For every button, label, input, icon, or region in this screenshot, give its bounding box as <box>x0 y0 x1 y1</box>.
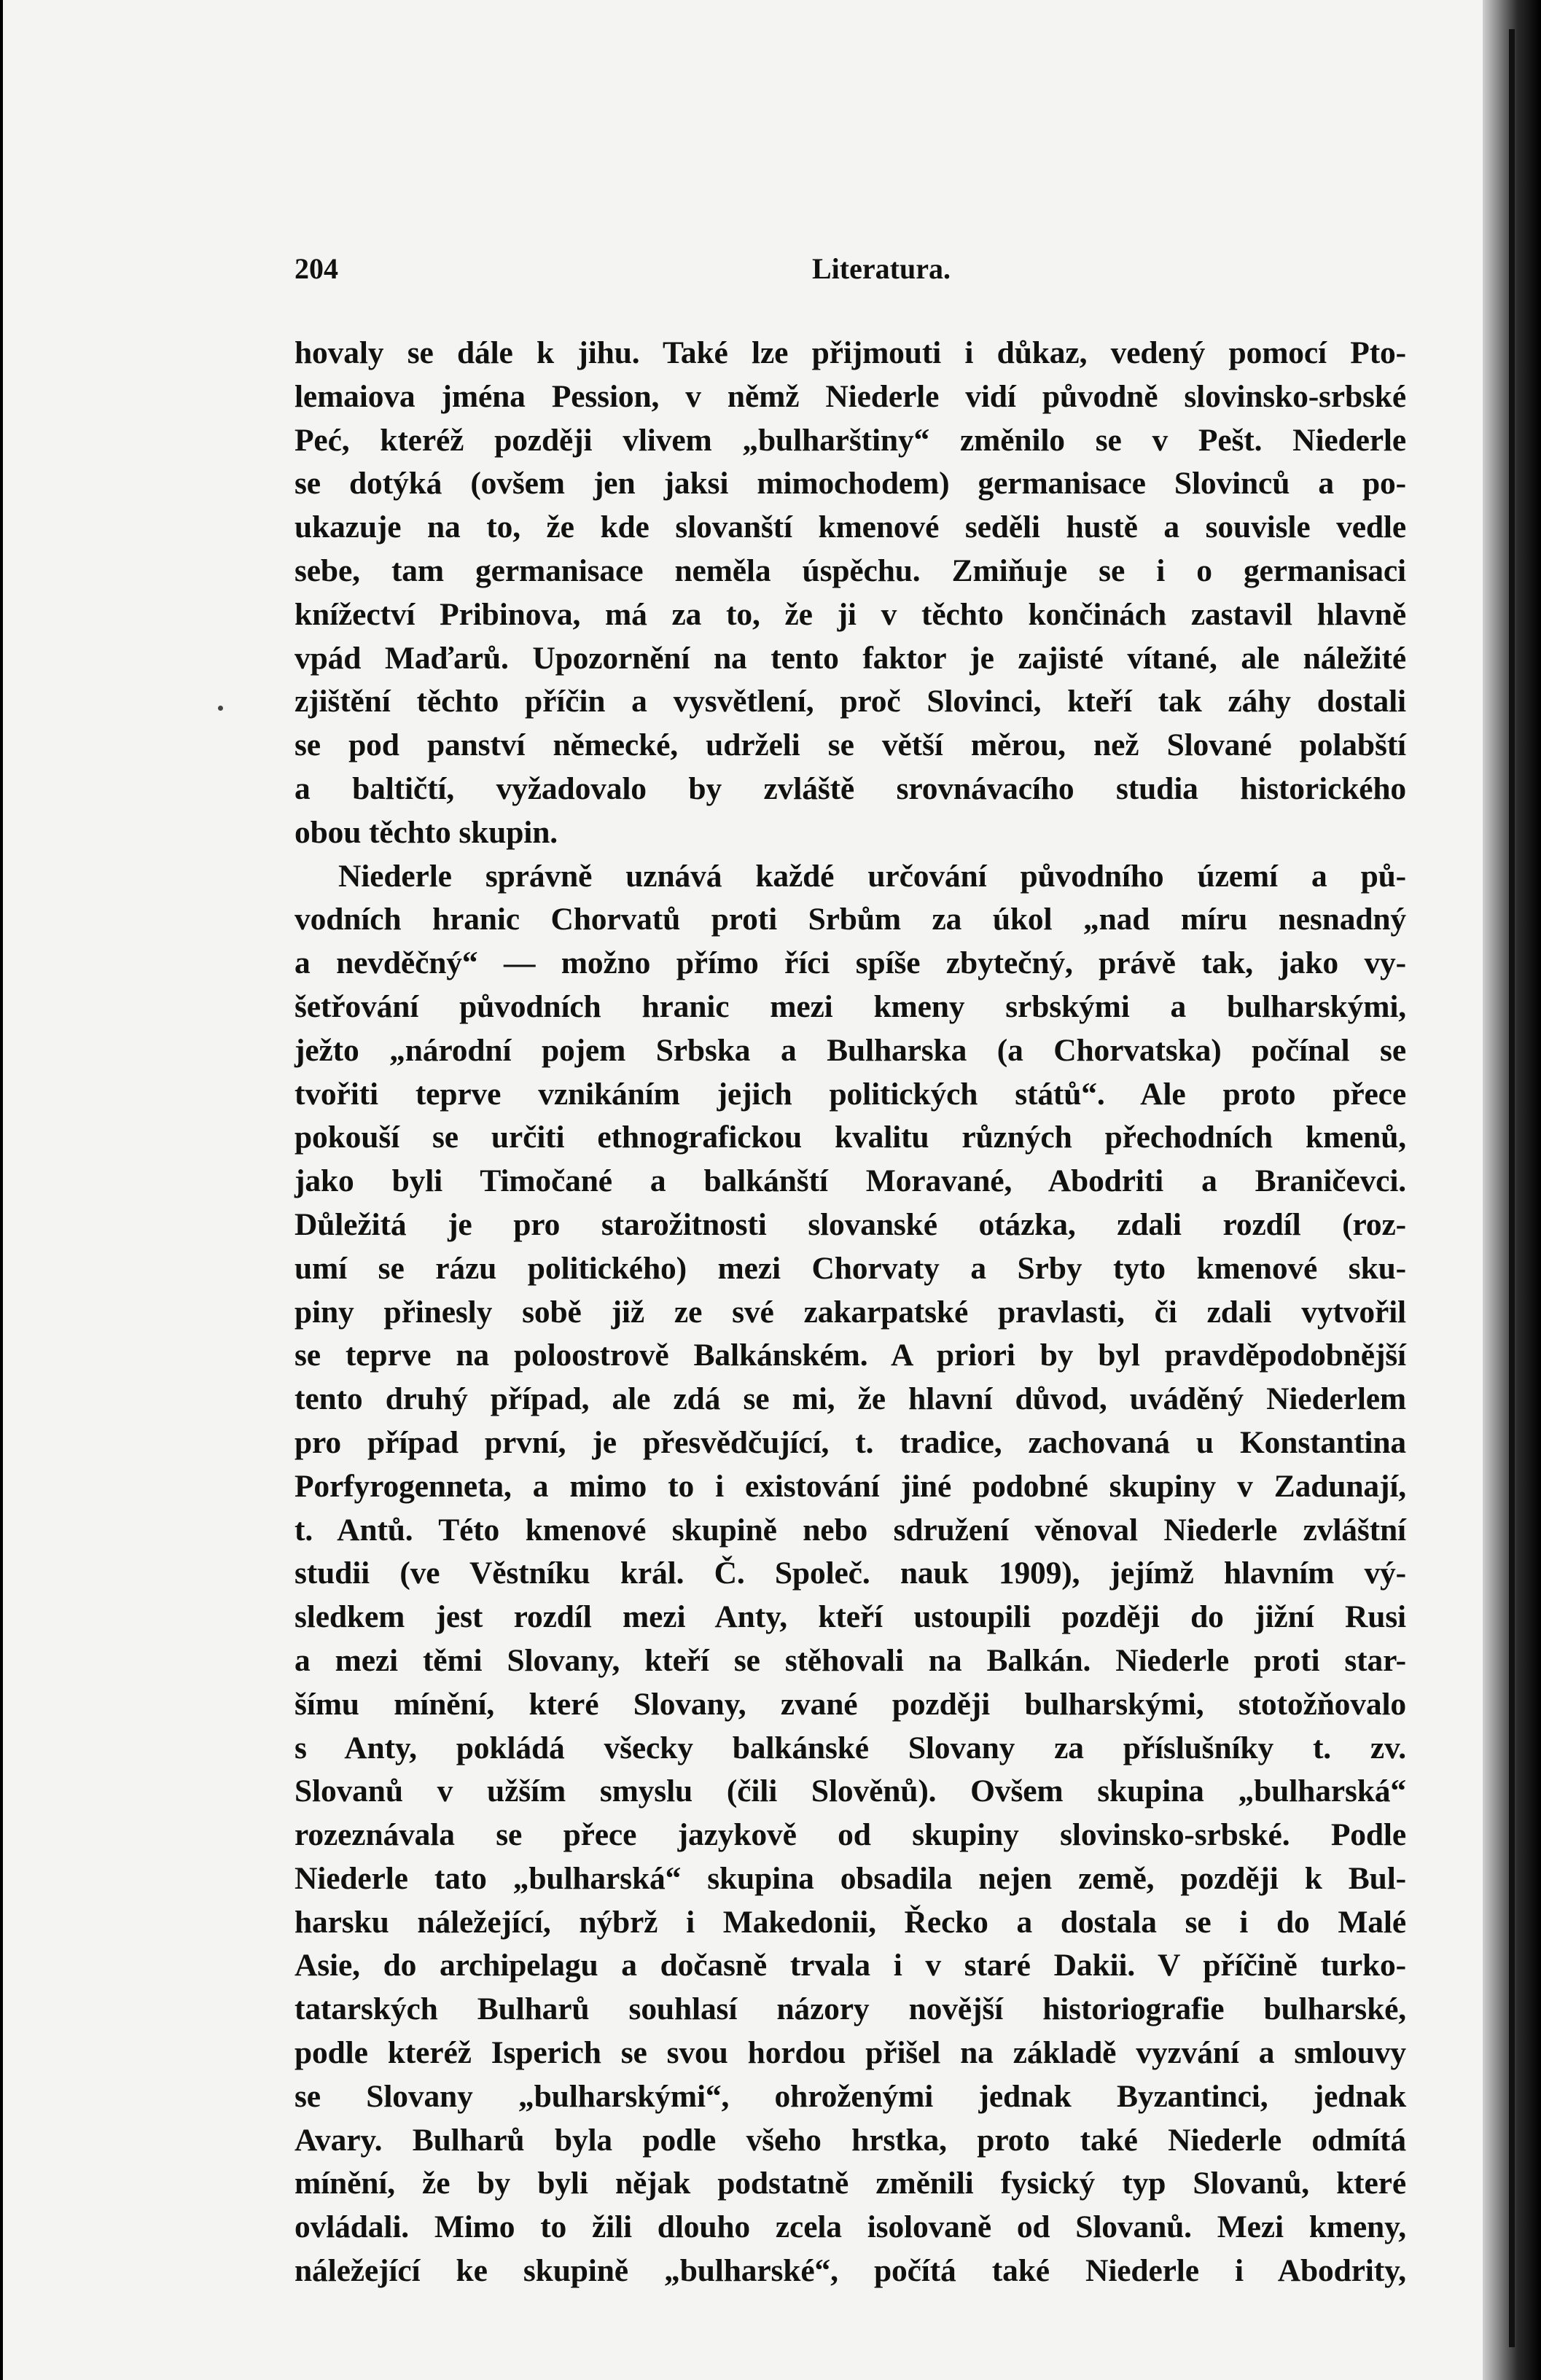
text-line: hovaly se dále k jihu. Také lze přijmouti i důkaz, vedený pomocí Pto- <box>294 335 1406 370</box>
text-line: zjištění těchto příčin a vysvětlení, proč Slovinci, kteří tak záhy dostali <box>294 684 1406 719</box>
scan-edge-bar <box>1509 29 1515 2347</box>
text-line: s Anty, pokládá všecky balkánské Slovany za příslušníky t. zv. <box>294 1730 1406 1766</box>
text-line: se pod panství německé, udrželi se větší měrou, než Slované polabští <box>294 727 1406 763</box>
text-line: piny přinesly sobě již ze své zakarpatské pravlasti, či zdali vytvořil <box>294 1294 1406 1330</box>
text-line: pokouší se určiti ethnografickou kvalitu různých přechodních kmenů, <box>294 1120 1406 1155</box>
text-line: Asie, do archipelagu a dočasně trvala i v staré Dakii. V příčině turko- <box>294 1948 1406 1983</box>
text-line: harsku náležející, nýbrž i Makedonii, Řecko a dostala se i do Malé <box>294 1904 1406 1940</box>
text-line: ovládali. Mimo to žili dlouho zcela isolovaně od Slovanů. Mezi kmeny, <box>294 2209 1406 2245</box>
text-line: tento druhý případ, ale zdá se mi, že hlavní důvod, uváděný Niederlem <box>294 1381 1406 1417</box>
text-line: pro případ první, je přesvědčující, t. tradice, zachovaná u Konstantina <box>294 1424 1406 1460</box>
text-line: a nevděčný“ — možno přímo říci spíše zbytečný, právě tak, jako vy- <box>294 945 1406 981</box>
text-line: tvořiti teprve vznikáním jejich politických států“. Ale proto přece <box>294 1076 1406 1112</box>
text-line: Důležitá je pro starožitnosti slovanské otázka, zdali rozdíl (roz- <box>294 1206 1406 1242</box>
text-line: Peć, kteréž později vlivem „bulharštiny“ změnilo se v Pešt. Niederle <box>294 422 1406 458</box>
page-number: 204 <box>294 252 338 285</box>
text-line: Slovanů v užším smyslu (čili Slověnů). Ovšem skupina „bulharská“ <box>294 1774 1406 1809</box>
text-line: a baltičtí, vyžadovalo by zvláště srovnávacího studia historického <box>294 770 1406 806</box>
text-line: Porfyrogenneta, a mimo to i existování jiné podobné skupiny v Zadunají, <box>294 1468 1406 1504</box>
paragraph-start-line: Niederle správně uznává každé určování původního území a pů- <box>338 858 1406 894</box>
text-line: sebe, tam germanisace neměla úspěchu. Zmiňuje se i o germanisaci <box>294 553 1406 588</box>
book-page <box>3 0 1483 2380</box>
paragraph-end-line: obou těchto skupin. <box>294 814 558 850</box>
text-line: mínění, že by byli nějak podstatně změnili fysický typ Slovanů, které <box>294 2166 1406 2201</box>
text-line: vodních hranic Chorvatů proti Srbům za úkol „nad míru nesnadný <box>294 902 1406 937</box>
text-line: t. Antů. Této kmenové skupině nebo sdružení věnoval Niederle zvláštní <box>294 1512 1406 1548</box>
text-line: a mezi těmi Slovany, kteří se stěhovali na Balkán. Niederle proti star- <box>294 1642 1406 1678</box>
text-line: ježto „národní pojem Srbska a Bulharska (a Chorvatska) počínal se <box>294 1032 1406 1068</box>
text-line: rozeznávala se přece jazykově od skupiny slovinsko-srbské. Podle <box>294 1817 1406 1853</box>
text-line: vpád Maďarů. Upozornění na tento faktor je zajisté vítané, ale náležité <box>294 640 1406 676</box>
running-title: Literatura. <box>812 252 951 285</box>
running-head <box>3 251 1483 295</box>
text-line: šetřování původních hranic mezi kmeny srbskými a bulharskými, <box>294 988 1406 1024</box>
stray-mark <box>218 706 223 711</box>
text-line: náležející ke skupině „bulharské“, počítá také Niederle i Abodrity, <box>294 2253 1406 2289</box>
body-text <box>294 332 1406 2293</box>
text-line: sledkem jest rozdíl mezi Anty, kteří ustoupili později do jižní Rusi <box>294 1599 1406 1635</box>
text-line: Niederle tato „bulharská“ skupina obsadila nejen země, později k Bul- <box>294 1860 1406 1896</box>
text-line: šímu mínění, které Slovany, zvané později bulharskými, stotožňovalo <box>294 1686 1406 1722</box>
text-line: se Slovany „bulharskými“, ohroženými jednak Byzantinci, jednak <box>294 2078 1406 2114</box>
text-line: se dotýká (ovšem jen jaksi mimochodem) germanisace Slovinců a po- <box>294 466 1406 502</box>
text-line: tatarských Bulharů souhlasí názory novější historiografie bulharské, <box>294 1991 1406 2027</box>
text-line: umí se rázu politického) mezi Chorvaty a Srby tyto kmenové sku- <box>294 1250 1406 1286</box>
text-line: jako byli Timočané a balkánští Moravané, Abodriti a Braničevci. <box>294 1163 1406 1199</box>
text-line: se teprve na poloostrově Balkánském. A priori by byl pravděpodobnější <box>294 1338 1406 1373</box>
text-line: knížectví Pribinova, má za to, že ji v těchto končinách zastavil hlavně <box>294 596 1406 632</box>
text-line: ukazuje na to, že kde slovanští kmenové seděli hustě a souvisle vedle <box>294 510 1406 545</box>
text-line: lemaiova jména Pession, v němž Niederle vidí původně slovinsko-srbské <box>294 378 1406 414</box>
text-line: studii (ve Věstníku král. Č. Společ. nauk 1909), jejímž hlavním vý- <box>294 1556 1406 1591</box>
text-line: podle kteréž Isperich se svou hordou přišel na základě vyzvání a smlouvy <box>294 2035 1406 2071</box>
text-line: Avary. Bulharů byla podle všeho hrstka, proto také Niederle odmítá <box>294 2122 1406 2158</box>
